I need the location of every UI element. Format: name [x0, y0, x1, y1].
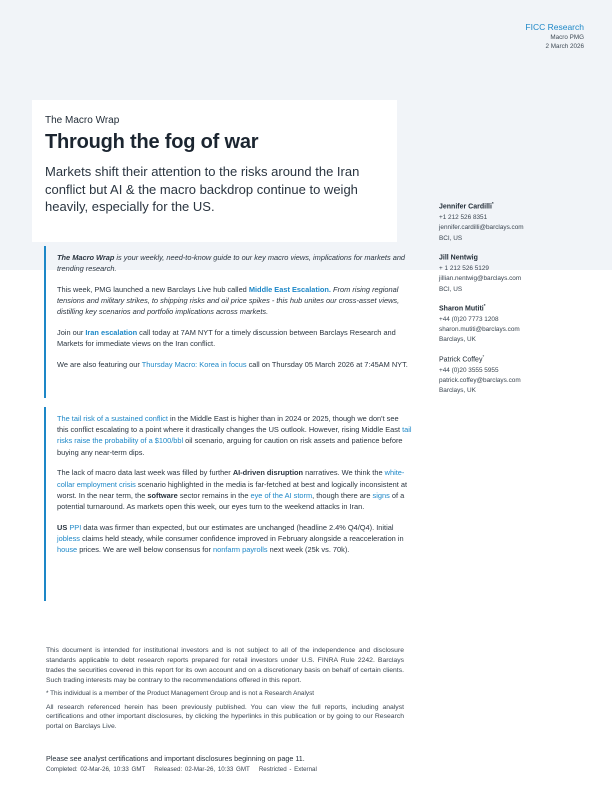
- analyst-phone: +44 (0)20 7773 1208: [439, 315, 499, 323]
- analyst-email[interactable]: jennifer.cardilli@barclays.com: [439, 224, 524, 232]
- publication-meta: [46, 766, 326, 773]
- iran-escalation-link[interactable]: Iran escalation: [85, 328, 138, 338]
- analyst-email[interactable]: sharon.mutiti@barclays.com: [439, 326, 520, 334]
- intro-paragraph: The Macro Wrap is your weekly, need-to-know guide to our key macro views, implications for markets and trending research.: [57, 253, 406, 274]
- analyst-name: Jennifer Cardilli: [439, 203, 492, 211]
- report-date: 2 March 2026: [545, 43, 584, 50]
- ai-storm-link[interactable]: eye of the AI storm: [250, 490, 313, 500]
- analyst-entity: BCI, US: [439, 285, 463, 293]
- analyst-card: [439, 250, 599, 295]
- analyst-phone: +1 212 526 8351: [439, 213, 488, 221]
- analyst-list: [439, 199, 599, 403]
- body-paragraph: The lack of macro data last week was filled by further AI-driven disruption narratives. We think the white-collar employment crisis scenario highlighted in the media is far-fetched at best and logically inconsistent at worst. In the near term, the software sector remains in the eye of the AI storm, though there are signs of a potential turnaround. As markets open this week, our eyes turn to the weekend attacks in Iran.: [57, 468, 408, 511]
- body-paragraph: US PPI data was firmer than expected, but our estimates are unchanged (headline 2.4% Q4/Q4). Initial jobless claims held steady, while consumer confidence improved in February alongside a reacceleration in house prices. We are well below consensus for nonfarm payrolls next week (25k vs. 70k).: [57, 522, 404, 555]
- disclaimer-paragraph: All research referenced herein has been previously published. You can view the full reports, including analyst certifications and other important disclosures, by clicking the hyperlinks in this publication or by going to our Research portal on Barclays Live.: [46, 703, 404, 731]
- intro-paragraph: We are also featuring our Thursday Macro: Korea in focus call on Thursday 05 March 2026 at 7:45AM NYT.: [57, 359, 408, 369]
- oil-scenario-link[interactable]: tail risks raise the probability of a $100/bbl: [57, 425, 412, 446]
- jobless-link[interactable]: jobless: [57, 533, 81, 543]
- summary-box: [44, 407, 412, 601]
- intro-paragraph: Join our Iran escalation call today at 7AM NYT for a timely discussion between Barclays Research and Markets for immediate views on the Iran conflict.: [57, 328, 396, 349]
- body-paragraph: The tail risk of a sustained conflict in the Middle East is higher than in 2024 or 2025, though we don't see this conflict escalating to a point where it drastically changes the US outlook. However, rising Middle East tail risks raise the probability of a $100/bbl oil scenario, arguing for caution on risk assets and patience before buying any near-term dips.: [57, 414, 412, 457]
- analyst-name: Sharon Mutiti: [439, 305, 484, 313]
- intro-box: [44, 246, 412, 398]
- header-meta: [525, 22, 584, 51]
- intro-paragraph: This week, PMG launched a new Barclays Live hub called Middle East Escalation. From rising regional tensions and military strikes, to shipping risks and oil price spikes - this hub unites our cross-asset views, distilling key scenarios and portfolio implications across markets.: [57, 284, 400, 317]
- page-subtitle: Markets shift their attention to the risks around the Iran conflict but AI & the macro backdrop continue to weigh heavily, especially for the US.: [45, 164, 360, 214]
- released-time: Released: 02-Mar-26, 10:33 GMT: [154, 766, 250, 773]
- analyst-name: Patrick Coffey: [439, 356, 483, 364]
- analyst-mark: *: [483, 302, 486, 308]
- analyst-name: Jill Nentwig: [439, 254, 478, 262]
- page-title: Through the fog of war: [45, 131, 259, 153]
- house-link[interactable]: house: [57, 545, 78, 555]
- analyst-email[interactable]: jillian.nentwig@barclays.com: [439, 275, 522, 283]
- brand-label: FICC Research: [525, 22, 584, 32]
- analyst-entity: Barclays, UK: [439, 387, 476, 395]
- analyst-card: [439, 199, 599, 244]
- disclaimer-paragraph: This document is intended for institutional investors and is not subject to all of the independence and disclosure standards applicable to debt research reports prepared for retail investors under U.S. FINRA Rule 2242. Barclays trades the securities covered in this report for its own account and on a discretionary basis on behalf of certain clients. Such trading interests may be contrary to the recommendations offered in this report.: [46, 647, 404, 684]
- pmg-footnote: * This individual is a member of the Product Management Group and is not a Research Analyst: [46, 690, 315, 698]
- korea-call-link[interactable]: Thursday Macro: Korea in focus: [141, 359, 247, 369]
- analyst-email[interactable]: patrick.coffey@barclays.com: [439, 377, 521, 384]
- completed-time: Completed: 02-Mar-26, 10:33 GMT: [46, 766, 146, 773]
- tail-risk-link[interactable]: The tail risk of a sustained conflict: [57, 414, 168, 423]
- disclaimer: [46, 646, 404, 736]
- analyst-card: [439, 352, 599, 397]
- nonfarm-payrolls-link[interactable]: nonfarm payrolls: [212, 545, 268, 555]
- signs-link[interactable]: signs: [372, 490, 390, 500]
- certifications-note: Please see analyst certifications and important disclosures beginning on page 11.: [46, 754, 305, 763]
- middle-east-hub-link[interactable]: Middle East Escalation.: [248, 284, 331, 294]
- analyst-phone: +44 (0)20 3555 5955: [439, 366, 499, 374]
- analyst-entity: Barclays, UK: [439, 336, 476, 344]
- analyst-entity: BCI, US: [439, 234, 463, 242]
- analyst-mark: *: [482, 353, 485, 359]
- white-collar-link[interactable]: white-collar employment crisis: [57, 468, 405, 489]
- ppi-link[interactable]: PPI: [67, 522, 82, 532]
- series-name: The Macro Wrap: [45, 115, 120, 126]
- analyst-mark: *: [491, 201, 494, 206]
- analyst-phone: + 1 212 526 5129: [439, 264, 489, 272]
- analyst-card: [439, 301, 599, 346]
- group-label: Macro PMG: [550, 34, 584, 41]
- restriction-label: Restricted - External: [258, 766, 317, 773]
